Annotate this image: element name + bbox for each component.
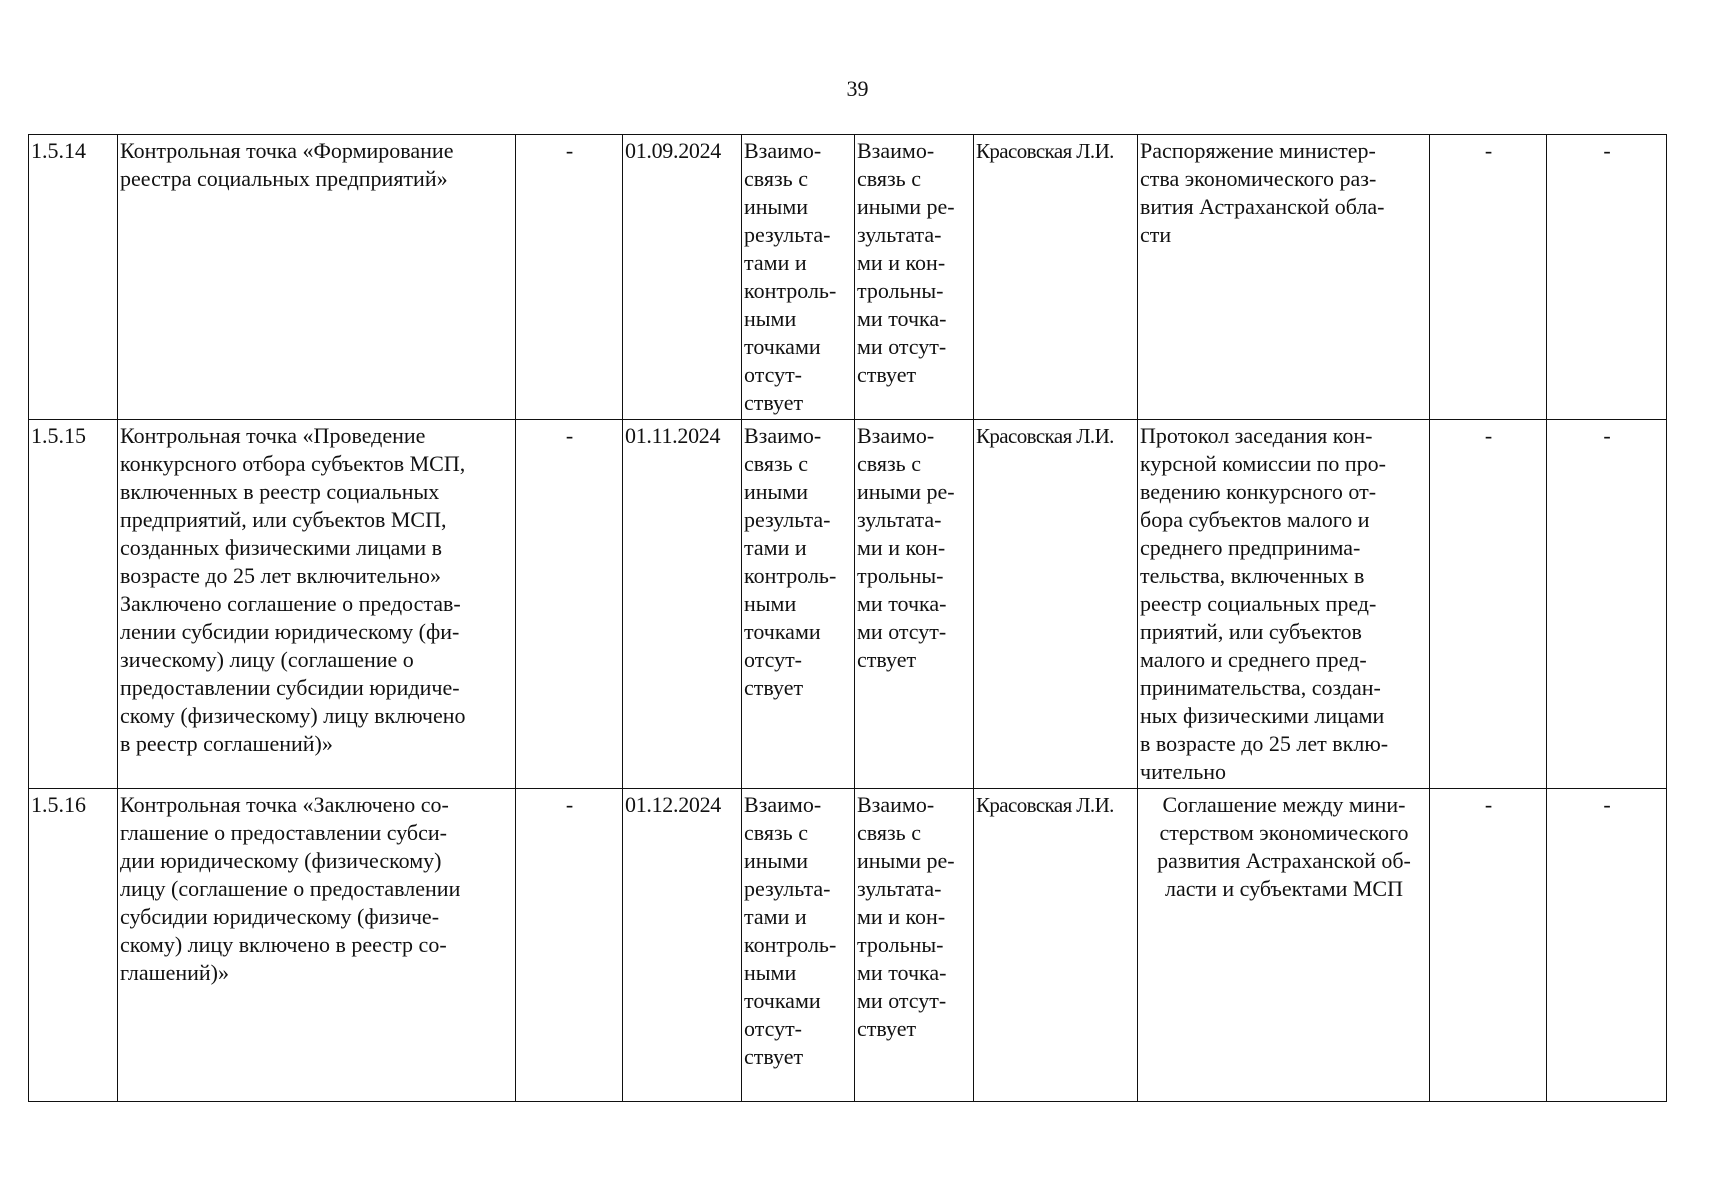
deadline-date: 01.11.2024 [623,420,742,789]
row-number: 1.5.15 [29,420,118,789]
row-number: 1.5.14 [29,135,118,420]
relation-cell [742,789,855,1102]
control-point-name [118,420,516,789]
relation-cell-2 [855,789,974,1102]
dash-cell-9: - [1430,789,1547,1102]
relation-text: Взаимо- связь с иными результа- тами и контроль- ными точками отсут- ствует [744,138,837,415]
plan-table [28,134,1667,1102]
responsible-person: Красовская Л.И. [974,420,1138,789]
relation-text-2: Взаимо- связь с иными ре- зультата- ми и кон- трольны- ми точка- ми отсут- ствует [857,792,955,1041]
relation-cell-2 [855,135,974,420]
deadline-date: 01.09.2024 [623,135,742,420]
confirming-document-text: Соглашение между мини- стерством экономического развития Астраханской об- ласти и субъектами МСП [1157,792,1411,901]
relation-text: Взаимо- связь с иными результа- тами и контроль- ными точками отсут- ствует [744,423,837,700]
dash-cell-9: - [1430,135,1547,420]
responsible-person: Красовская Л.И. [974,135,1138,420]
table-row [29,135,1667,420]
confirming-document [1138,789,1430,1102]
table-row [29,789,1667,1102]
control-point-name-text: Контрольная точка «Формирование реестра социальных предприятий» [120,138,454,191]
confirming-document [1138,420,1430,789]
table-row [29,420,1667,789]
page-number: 39 [846,76,869,101]
confirming-document-text: Протокол заседания кон- курсной комиссии по про- ведению конкурсного от- бора субъектов малого и среднего предпринима- тельства, включенных в реестр социальных пред- приятий, или субъектов малого и среднего пред- принимательства, создан- ных физическими лицами в возрасте до 25 лет вклю- чительно [1140,423,1389,784]
relation-text: Взаимо- связь с иными результа- тами и контроль- ными точками отсут- ствует [744,792,837,1069]
control-point-name-text: Контрольная точка «Заключено со- глашение о предоставлении субси- дии юридическому (физическому) лицу (соглашение о предоставлении субсидии юридическому (физиче- скому) лицу включено в реестр со- глашений)» [120,792,461,985]
row-number: 1.5.16 [29,789,118,1102]
confirming-document [1138,135,1430,420]
relation-cell [742,135,855,420]
control-point-name-text: Контрольная точка «Проведение конкурсного отбора субъектов МСП, включенных в реестр социальных предприятий, или субъектов МСП, созданных физическими лицами в возрасте до 25 лет включительно» Заключено соглашение о предостав- лении субсидии юридическому (фи- зическому) лицу (соглашение о предоставлении субсидии юридиче- скому (физическому) лицу включено в реестр соглашений)» [120,423,466,756]
control-point-name [118,789,516,1102]
responsible-person: Красовская Л.И. [974,789,1138,1102]
relation-text-2: Взаимо- связь с иными ре- зультата- ми и кон- трольны- ми точка- ми отсут- ствует [857,423,955,672]
dash-cell-9: - [1430,420,1547,789]
control-point-name [118,135,516,420]
deadline-date: 01.12.2024 [623,789,742,1102]
dash-cell: - [516,789,623,1102]
dash-cell: - [516,135,623,420]
dash-cell-10: - [1547,135,1667,420]
relation-cell-2 [855,420,974,789]
confirming-document-text: Распоряжение министер- ства экономического раз- вития Астраханской обла- сти [1140,138,1385,247]
dash-cell-10: - [1547,789,1667,1102]
dash-cell: - [516,420,623,789]
relation-text-2: Взаимо- связь с иными ре- зультата- ми и кон- трольны- ми точка- ми отсут- ствует [857,138,955,387]
relation-cell [742,420,855,789]
dash-cell-10: - [1547,420,1667,789]
